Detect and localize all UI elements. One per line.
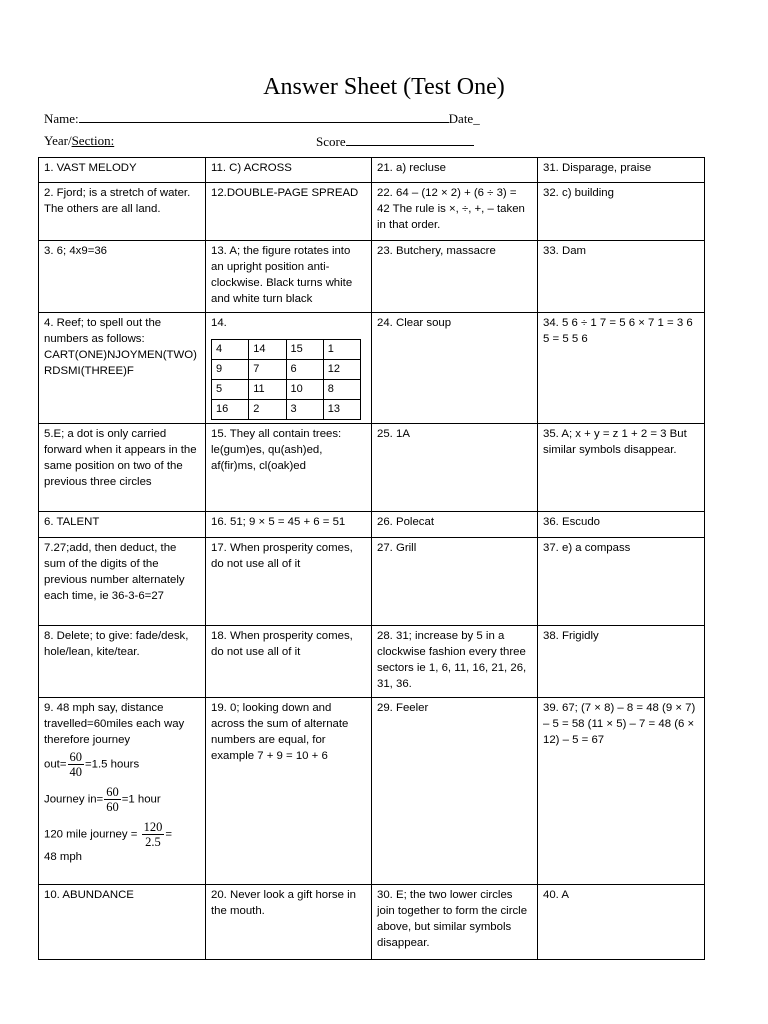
answer-33: 33. Dam (543, 245, 587, 257)
answer-cell (372, 241, 538, 313)
answer-32: 32. c) building (543, 187, 614, 199)
answer-cell (538, 538, 705, 626)
grid-cell: 15 (286, 340, 323, 360)
answer-9-in (44, 785, 200, 814)
grid-cell: 11 (249, 380, 286, 400)
answer-28: 28. 31; increase by 5 in a clockwise fashion every three sectors ie 1, 6, 11, 16, 21, 26, 31, 36. (377, 630, 527, 690)
fraction-numerator: 60 (106, 785, 119, 799)
table-row (39, 885, 705, 960)
answer-cell (372, 885, 538, 960)
answer-cell (538, 424, 705, 512)
answer-3: 3. 6; 4x9=36 (44, 245, 108, 257)
table-row (39, 424, 705, 512)
name-date-line (44, 110, 480, 127)
grid-cell: 16 (212, 400, 249, 420)
answer-23: 23. Butchery, massacre (377, 245, 496, 257)
year-section-line (44, 133, 114, 149)
answer-cell (372, 698, 538, 885)
date-label: Date_ (448, 111, 480, 126)
answer-cell (39, 538, 206, 626)
answer-cell (372, 424, 538, 512)
answer-2: 2. Fjord; is a stretch of water. The others are all land. (44, 187, 191, 215)
answer-12: 12.DOUBLE-PAGE SPREAD (211, 187, 359, 199)
answer-40: 40. A (543, 889, 569, 901)
table-row (39, 538, 705, 626)
answer-27: 27. Grill (377, 542, 417, 554)
answer-1: 1. VAST MELODY (44, 162, 137, 174)
answer-cell (39, 158, 206, 183)
grid-cell: 3 (286, 400, 323, 420)
answer-20: 20. Never look a gift horse in the mouth. (211, 889, 356, 917)
answer-9-intro: 9. 48 mph say, distance travelled=60miles each way therefore journey (44, 702, 185, 746)
answer-13: 13. A; the figure rotates into an upright position anti-clockwise. Black turns white and white turn black (211, 245, 353, 305)
answer-34: 34. 5 6 ÷ 1 7 = 5 6 × 7 1 = 3 6 5 = 5 5 6 (543, 317, 693, 345)
answer-cell (206, 885, 372, 960)
score-line (316, 133, 474, 150)
answer-22: 22. 64 – (12 × 2) + (6 ÷ 3) = 42 The rule is ×, ÷, +, – taken in that order. (377, 187, 525, 231)
answer-cell (372, 183, 538, 241)
grid-cell: 10 (286, 380, 323, 400)
answer-cell (372, 313, 538, 424)
answer-11: 11. C) ACROSS (211, 162, 292, 174)
grid-row (212, 400, 361, 420)
grid-row (212, 380, 361, 400)
formula-prefix: out= (44, 758, 67, 771)
grid-cell: 7 (249, 360, 286, 380)
answer-31: 31. Disparage, praise (543, 162, 652, 174)
table-row (39, 183, 705, 241)
answer-cell (206, 512, 372, 538)
section-label: Section: (71, 133, 115, 148)
grid-cell: 4 (212, 340, 249, 360)
answer-18: 18. When prosperity comes, do not use all of it (211, 630, 353, 658)
answer-cell (206, 241, 372, 313)
answer-8: 8. Delete; to give: fade/desk, hole/lean, kite/tear. (44, 630, 189, 658)
magic-square (211, 339, 361, 420)
answer-cell (39, 885, 206, 960)
formula-suffix: =1 hour (121, 793, 161, 806)
fraction (142, 820, 165, 849)
answer-cell (39, 424, 206, 512)
answer-cell (206, 424, 372, 512)
answer-cell (538, 698, 705, 885)
answer-cell (206, 183, 372, 241)
answer-cell (206, 313, 372, 424)
answer-21: 21. a) recluse (377, 162, 447, 174)
answer-cell (538, 313, 705, 424)
score-label: Score (316, 134, 346, 149)
table-row (39, 158, 705, 183)
answer-9-result: 48 mph (44, 851, 82, 863)
answer-cell (538, 158, 705, 183)
answer-cell (538, 512, 705, 538)
answer-9-out (44, 750, 200, 779)
answer-cell (39, 241, 206, 313)
answer-15: 15. They all contain trees: le(gum)es, qu(ash)ed, af(fir)ms, cl(oak)ed (211, 428, 342, 472)
formula-prefix: Journey in= (44, 793, 104, 806)
answer-cell (372, 158, 538, 183)
table-row (39, 512, 705, 538)
page-title: Answer Sheet (Test One) (263, 74, 505, 100)
answer-16: 16. 51; 9 × 5 = 45 + 6 = 51 (211, 516, 346, 528)
grid-row (212, 340, 361, 360)
answer-24: 24. Clear soup (377, 317, 452, 329)
answer-7: 7.27;add, then deduct, the sum of the digits of the previous number alternately each time, ie 36-3-6=27 (44, 542, 185, 602)
answer-cell (206, 698, 372, 885)
grid-cell: 14 (249, 340, 286, 360)
year-label: Year/ (44, 133, 72, 148)
answer-30: 30. E; the two lower circles join together to form the circle above, but similar symbols disappear. (377, 889, 528, 949)
answer-19: 19. 0; looking down and across the sum of alternate numbers are equal, for example 7 + 9 = 10 + 6 (211, 702, 349, 762)
grid-cell: 5 (212, 380, 249, 400)
name-field[interactable] (79, 110, 449, 123)
fraction (68, 750, 85, 779)
answer-10: 10. ABUNDANCE (44, 889, 134, 901)
answer-37: 37. e) a compass (543, 542, 631, 554)
answer-35: 35. A; x + y = z 1 + 2 = 3 But similar symbols disappear. (543, 428, 687, 456)
fraction (104, 785, 121, 814)
answer-6: 6. TALENT (44, 516, 100, 528)
formula-suffix: =1.5 hours (85, 758, 140, 771)
fraction-denominator: 2.5 (145, 835, 161, 849)
table-row (39, 626, 705, 698)
grid-cell: 2 (249, 400, 286, 420)
grid-cell: 12 (323, 360, 360, 380)
grid-cell: 8 (323, 380, 360, 400)
answer-table (38, 157, 705, 960)
grid-cell: 9 (212, 360, 249, 380)
fraction-denominator: 40 (69, 765, 82, 779)
table-row (39, 241, 705, 313)
answer-cell (538, 626, 705, 698)
table-row (39, 698, 705, 885)
answer-cell (538, 241, 705, 313)
fraction-denominator: 60 (106, 800, 119, 814)
formula-suffix: = (165, 828, 172, 841)
fraction-numerator: 60 (69, 750, 82, 764)
answer-39: 39. 67; (7 × 8) – 8 = 48 (9 × 7) – 5 = 58 (11 × 5) – 7 = 48 (6 × 12) – 5 = 67 (543, 702, 696, 746)
fraction-numerator: 120 (143, 820, 163, 834)
grid-cell: 1 (323, 340, 360, 360)
answer-cell (372, 512, 538, 538)
grid-row (212, 360, 361, 380)
answer-38: 38. Frigidly (543, 630, 599, 642)
answer-cell (39, 698, 206, 885)
answer-29: 29. Feeler (377, 702, 429, 714)
answer-cell (206, 158, 372, 183)
answer-9-mile (44, 820, 200, 849)
answer-cell (39, 626, 206, 698)
answer-36: 36. Escudo (543, 516, 600, 528)
name-label: Name: (44, 111, 79, 126)
grid-cell: 6 (286, 360, 323, 380)
answer-5: 5.E; a dot is only carried forward when it appears in the same position on two of the previous three circles (44, 428, 197, 488)
answer-cell (39, 512, 206, 538)
table-row (39, 313, 705, 424)
answer-cell (39, 313, 206, 424)
answer-25: 25. 1A (377, 428, 410, 440)
answer-cell (538, 885, 705, 960)
answer-cell (372, 538, 538, 626)
answer-17: 17. When prosperity comes, do not use all of it (211, 542, 353, 570)
grid-cell: 13 (323, 400, 360, 420)
answer-cell (538, 183, 705, 241)
answer-cell (206, 538, 372, 626)
answer-cell (206, 626, 372, 698)
answer-4: 4. Reef; to spell out the numbers as follows: CART(ONE)NJOYMEN(TWO)RDSMI(THREE)F (44, 317, 197, 377)
answer-cell (372, 626, 538, 698)
formula-prefix: 120 mile journey = (44, 828, 141, 841)
answer-26: 26. Polecat (377, 516, 434, 528)
answer-cell (39, 183, 206, 241)
score-field[interactable] (346, 133, 474, 146)
answer-14-label: 14. (211, 317, 227, 329)
